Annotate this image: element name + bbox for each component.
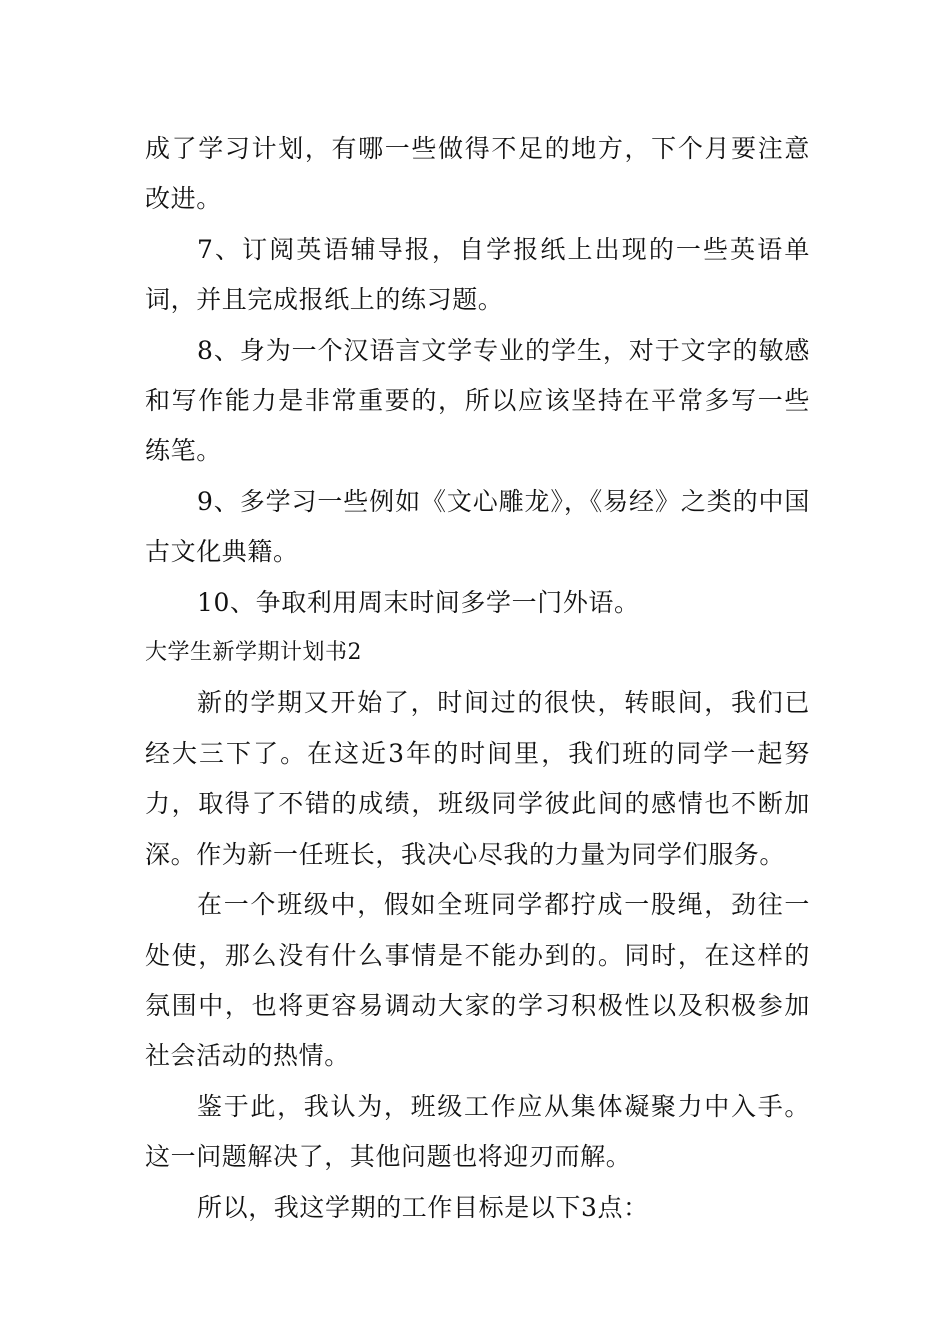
section-paragraph-intro: 新的学期又开始了，时间过的很快，转眼间，我们已经大三下了。在这近3年的时间里，我们班的同学一起努力，取得了不错的成绩，班级同学彼此间的感情也不断加深。作为新一任班长，我决心尽我的力量为同学们服务。 bbox=[145, 688, 810, 869]
section-title: 大学生新学期计划书2 bbox=[145, 640, 362, 666]
list-item-8: 8、身为一个汉语言文学专业的学生，对于文字的敏感和写作能力是非常重要的，所以应该坚持在平常多写一些练笔。 bbox=[145, 335, 810, 466]
list-item-10: 10、争取利用周末时间多学一门外语。 bbox=[197, 587, 640, 617]
document-body bbox=[145, 124, 810, 1233]
paragraph-continuation: 成了学习计划，有哪一些做得不足的地方，下个月要注意改进。 bbox=[145, 134, 810, 214]
section-paragraph-cohesion: 在一个班级中，假如全班同学都拧成一股绳，劲往一处使，那么没有什么事情是不能办到的。同时，在这样的氛围中，也将更容易调动大家的学习积极性以及积极参加社会活动的热情。 bbox=[145, 890, 810, 1071]
list-item-7: 7、订阅英语辅导报，自学报纸上出现的一些英语单词，并且完成报纸上的练习题。 bbox=[145, 234, 810, 315]
section-paragraph-goals: 所以，我这学期的工作目标是以下3点： bbox=[197, 1192, 649, 1222]
section-paragraph-approach: 鉴于此，我认为，班级工作应从集体凝聚力中入手。这一问题解决了，其他问题也将迎刃而解。 bbox=[145, 1091, 810, 1172]
list-item-9: 9、多学习一些例如《文心雕龙》，《易经》之类的中国古文化典籍。 bbox=[145, 486, 810, 567]
